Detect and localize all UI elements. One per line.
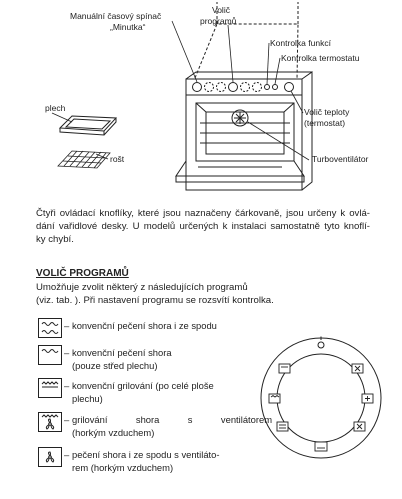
description-line: (viz. tab. ). Při nastavení programu se rozsvítí kontrolka. (36, 295, 274, 306)
intro-paragraph (36, 207, 370, 246)
dial-top-bottom-heat-icon (277, 422, 288, 431)
dial-bottom-heat-icon (315, 442, 327, 451)
item-dash: – (64, 449, 70, 460)
dial-top-heat-icon (279, 364, 290, 373)
item-dash: – (64, 347, 70, 358)
section-heading: VOLIČ PROGRAMŮ (36, 268, 129, 279)
program-label: konvenční pečení shora (72, 347, 172, 358)
callout-thermostat-lamp: Kontrolka termostatu (281, 53, 360, 63)
intro-line: ky chybí. (36, 234, 74, 245)
temperature-knob-icon (285, 83, 294, 92)
top-heat-icon (38, 345, 62, 365)
callout-timer: Manuální časový spínač (70, 11, 162, 21)
top-bottom-heat-icon (38, 318, 62, 338)
function-lamp-icon (265, 85, 270, 90)
callout-program-selector-sub: programů (200, 16, 237, 26)
fan-grill-icon (38, 412, 62, 432)
callout-tray: plech (45, 103, 66, 113)
program-label: pečení shora i ze spodu s ventiláto- (72, 449, 220, 460)
program-label: grilování shora s ventilátorem (72, 414, 272, 425)
callout-timer-sub: „Minutka“ (110, 22, 146, 32)
description-line: Umožňuje zvolit některý z následujících programů (36, 282, 248, 293)
program-label: konvenční grilování (po celé ploše (72, 380, 214, 391)
program-label: (pouze střed plechu) (72, 359, 158, 371)
program-label: (horkým vzduchem) (72, 426, 155, 438)
intro-line: dání vařidlové desky. U modelů určených k instalaci samostatně tyto knoflí- (36, 221, 370, 232)
grill-icon (38, 378, 62, 398)
section-description (36, 281, 370, 307)
off-position-icon (318, 342, 324, 348)
callout-temperature-selector: Volič teploty (304, 107, 350, 117)
tray-illustration (60, 116, 116, 135)
callout-function-lamp: Kontrolka funkcí (270, 38, 331, 48)
grid-illustration (58, 151, 110, 168)
timer-knob-icon (193, 83, 202, 92)
program-item (38, 412, 272, 450)
callout-program-selector: Volič (212, 5, 230, 15)
callout-turbo-fan: Turboventilátor (312, 154, 369, 164)
item-dash: – (64, 414, 70, 425)
program-label: plechu) (72, 392, 103, 404)
item-dash: – (64, 380, 70, 391)
callout-grid: rošt (110, 154, 125, 164)
program-item (38, 447, 268, 485)
intro-line: Čtyři ovládací knoflíky, které jsou naznačeny čárkovaně, jsou určeny k ovlá- (36, 208, 370, 219)
fan-top-bottom-icon (38, 447, 62, 467)
item-dash: – (64, 320, 70, 331)
program-selector-dial (259, 336, 383, 460)
program-selector-knob-icon (229, 83, 238, 92)
oven-diagram (0, 0, 402, 200)
program-item (38, 378, 268, 416)
dial-grill-icon (269, 394, 280, 403)
program-label: konvenční pečení shora i ze spodu (72, 320, 217, 331)
callout-temperature-selector-sub: (termostat) (304, 118, 346, 128)
program-label: rem (horkým vzduchem) (72, 461, 174, 473)
thermostat-lamp-icon (273, 85, 278, 90)
